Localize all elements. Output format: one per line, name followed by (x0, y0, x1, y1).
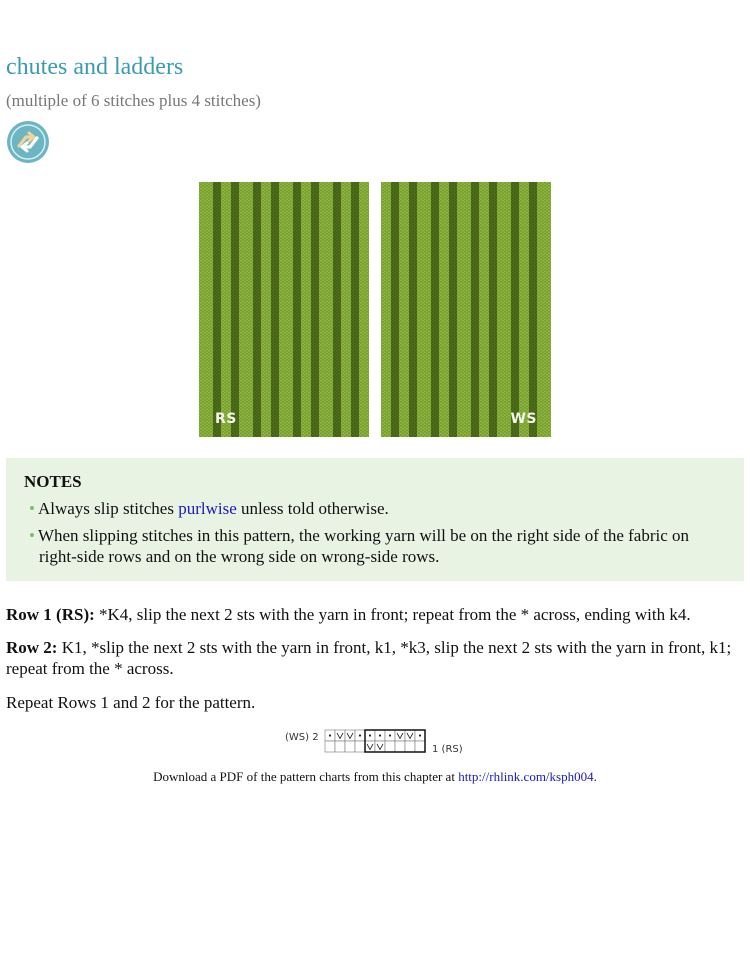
row1-instruction (6, 604, 746, 625)
rs-swatch-photo (199, 182, 369, 437)
row2-text: K1, *slip the next 2 sts with the yarn in front, k1, *k3, slip the next 2 sts with the yarn in front, k1; repeat from the * across. (6, 638, 732, 678)
note1-text-end: unless told otherwise. (236, 499, 389, 518)
repeat-instruction: Repeat Rows 1 and 2 for the pattern. (6, 693, 256, 712)
rs-knit-texture (199, 182, 369, 437)
row1-label: Row 1 (RS): (6, 605, 95, 624)
purlwise-link[interactable]: purlwise (178, 499, 237, 518)
note-item (24, 525, 726, 567)
chart-ws-label: (WS) 2 (285, 732, 319, 743)
row1-text: *K4, slip the next 2 sts with the yarn in front; repeat from the * across, ending with k4. (94, 605, 691, 624)
note-item (24, 498, 726, 519)
notes-heading: NOTES (24, 472, 82, 491)
ws-label: WS (510, 411, 537, 427)
download-note (0, 769, 750, 785)
row2-instruction (6, 637, 746, 679)
stitch-chart (285, 726, 470, 758)
download-link[interactable]: http://rhlink.com/ksph004 (458, 769, 594, 784)
pattern-title: chutes and ladders (6, 54, 184, 80)
pattern-subtitle: (multiple of 6 stitches plus 4 stitches) (6, 91, 261, 110)
download-text: Download a PDF of the pattern charts from this chapter at (153, 769, 459, 784)
notes-box (6, 458, 744, 581)
rs-label: RS (215, 411, 237, 427)
note1-text: Always slip stitches (37, 499, 179, 518)
ws-knit-texture (381, 182, 551, 437)
chart-rs-label: 1 (RS) (432, 744, 463, 755)
row2-label: Row 2: (6, 638, 58, 657)
ws-swatch-photo (381, 182, 551, 437)
swap-arrows-icon (6, 120, 50, 164)
bullet-icon: • (29, 526, 35, 545)
bullet-icon: • (29, 499, 35, 518)
download-end: . (593, 769, 597, 784)
note2-text: When slipping stitches in this pattern, the working yarn will be on the right side of the fabric on right-side rows and on the wrong side on wrong-side rows. (37, 526, 690, 566)
